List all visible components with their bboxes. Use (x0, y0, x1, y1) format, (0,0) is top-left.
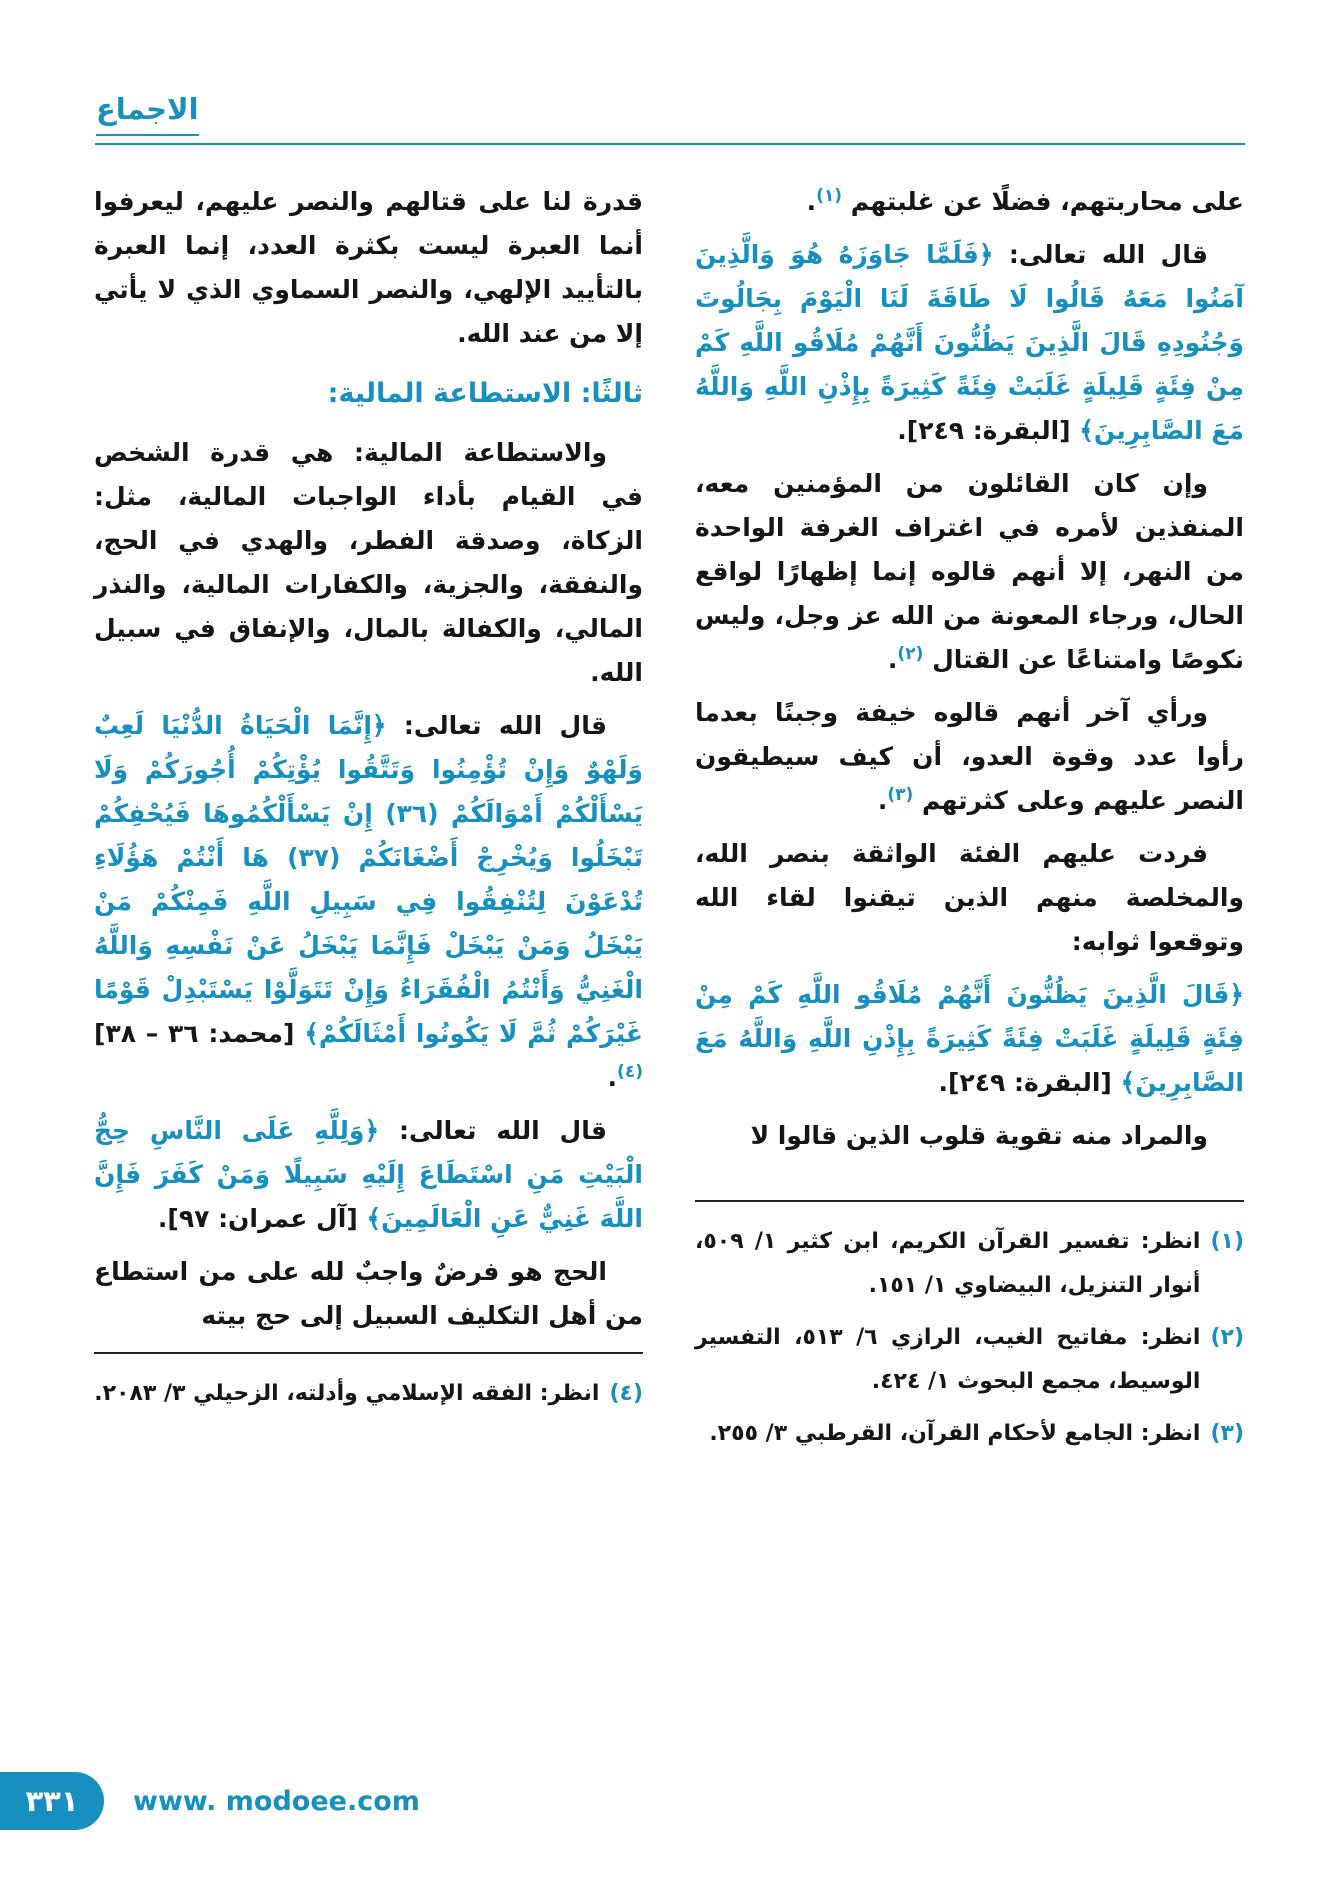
quran-verse: ﴿إِنَّمَا الْحَيَاةُ الدُّنْيَا لَعِبٌ وَلَهْوٌ وَإِنْ تُؤْمِنُوا وَتَتَّقُوا يُؤْتِكُمْ أُجُورَكُمْ وَلَا يَسْأَلْكُمْ أَمْوَالَكُمْ (٣٦) إِنْ يَسْأَلْكُمُوهَا فَيُحْفِكُمْ تَبْخَلُوا وَيُخْرِجْ أَضْغَانَكُمْ (٣٧) هَا أَنْتُمْ هَؤُلَاءِ تُدْعَوْنَ لِتُنْفِقُوا فِي سَبِيلِ اللَّهِ فَمِنْكُمْ مَنْ يَبْخَلُ وَمَنْ يَبْخَلْ فَإِنَّمَا يَبْخَلُ عَنْ نَفْسِهِ وَاللَّهُ الْغَنِيُّ وَأَنْتُمُ الْفُقَرَاءُ وَإِنْ تَتَوَلَّوْا يَسْتَبْدِلْ قَوْمًا غَيْرَكُمْ ثُمَّ لَا يَكُونُوا أَمْثَالَكُمْ﴾ (94, 710, 643, 1048)
verse-reference: [محمد: ٣٦ – ٣٨] (94, 1018, 305, 1048)
website-text: www. modoee.com (133, 1786, 420, 1817)
body-text: قال الله تعالى: (386, 710, 608, 740)
footnote-ref-2: (٢) (897, 644, 924, 664)
body-text: على محاربتهم، فضلًا عن غلبتهم (842, 187, 1244, 216)
body-text: ورأي آخر أنهم قالوه خيفة وجبنًا بعدما رأوا عدد وقوة العدو، أن كيف سيطيقون النصر عليهم وعلى كثرتهم (695, 698, 1244, 815)
footnote (695, 1412, 1244, 1456)
quran-paragraph (695, 233, 1244, 453)
body-text: وإن كان القائلون من المؤمنين معه، المنفذين لأمره في اغتراف الغرفة الواحدة من النهر، إلا أنهم قالوه إنما إظهارًا لواقع الحال، ورجاء المعونة من الله عز وجل، وليس نكوصًا وامتناعًا عن القتال (695, 469, 1244, 674)
quran-paragraph (695, 973, 1244, 1105)
footnote-text: انظر: تفسير القرآن الكريم، ابن كثير ١/ ٥٠٩، أنوار التنزيل، البيضاوي ١/ ١٥١. (695, 1229, 1201, 1298)
body-text: والمراد منه تقوية قلوب الذين قالوا لا (750, 1121, 1208, 1150)
body-text: . (806, 187, 817, 216)
body-text: . (877, 786, 888, 815)
footnotes-left (94, 1372, 643, 1416)
verse-reference: [آل عمران: ٩٧]. (157, 1203, 367, 1233)
paragraph (695, 1114, 1244, 1158)
section-heading: ثالثًا: الاستطاعة المالية: (327, 378, 643, 409)
footnote-number: (٤) (609, 1380, 643, 1406)
quran-paragraph (94, 1109, 643, 1241)
body-text: الحج هو فرضٌ واجبٌ لله على من استطاع من أهل التكليف السبيل إلى حج بيته (94, 1256, 643, 1330)
left-column (94, 180, 643, 1424)
footnote-number: (٣) (1210, 1421, 1244, 1446)
header-rule (95, 143, 1245, 145)
quran-verse: ﴿وَلِلَّهِ عَلَى النَّاسِ حِجُّ الْبَيْتِ مَنِ اسْتَطَاعَ إِلَيْهِ سَبِيلًا وَمَنْ كَفَرَ فَإِنَّ اللَّهَ غَنِيٌّ عَنِ الْعَالَمِينَ﴾ (94, 1115, 643, 1233)
footnote-text: انظر: الجامع لأحكام القرآن، القرطبي ٣/ ٢٥٥. (709, 1421, 1201, 1446)
paragraph (695, 832, 1244, 964)
body-text: قال الله تعالى: (379, 1115, 607, 1145)
body-text: قال الله تعالى: (993, 240, 1209, 269)
paragraph (94, 431, 643, 695)
verse-reference: [البقرة: ٢٤٩]. (938, 1068, 1121, 1097)
text-columns (94, 180, 1244, 1464)
body-text: قدرة لنا على قتالهم والنصر عليهم، ليعرفوا أنما العبرة ليست بكثرة العدد، إنما العبرة بالتأييد الإلهي، والنصر السماوي الذي لا يأتي إلا من عند الله. (94, 187, 643, 348)
body-text: فردت عليهم الفئة الواثقة بنصر الله، والمخلصة منهم الذين تيقنوا لقاء الله وتوقعوا ثوابه: (695, 839, 1244, 956)
page-number-badge (0, 1772, 104, 1830)
body-text: والاستطاعة المالية: هي قدرة الشخص في القيام بأداء الواجبات المالية، مثل: الزكاة، وصدقة الفطر، والهدي في الحج، والنفقة، والجزية، والكفارات المالية، والنذر المالي، والكفالة بالمال، والإنفاق في سبيل الله. (94, 437, 643, 687)
footnote-ref-4: (٤) (617, 1061, 643, 1082)
quran-paragraph (94, 704, 643, 1100)
footnote-separator (94, 1352, 643, 1354)
body-text: . (887, 645, 898, 674)
paragraph (94, 180, 643, 356)
verse-reference: [البقرة: ٢٤٩]. (897, 416, 1080, 445)
footnote (695, 1220, 1244, 1308)
footnote-text: انظر: الفقه الإسلامي وأدلته، الزحيلي ٣/ ٢٠٨٣. (94, 1380, 600, 1406)
running-header: الاجماع (96, 92, 199, 136)
paragraph (695, 180, 1244, 224)
body-text: . (607, 1062, 618, 1092)
paragraph (94, 1250, 643, 1338)
footnote (94, 1372, 643, 1416)
footnote-ref-1: (١) (816, 186, 843, 206)
footnote-text: انظر: مفاتيح الغيب، الرازي ٦/ ٥١٣، التفسير الوسيط، مجمع البحوث ١/ ٤٢٤. (695, 1325, 1201, 1394)
paragraph (695, 462, 1244, 682)
footnote-separator (695, 1200, 1244, 1202)
paragraph (695, 691, 1244, 823)
right-column (695, 180, 1244, 1464)
page-number: ٣٣١ (25, 1784, 79, 1818)
footnotes-right (695, 1220, 1244, 1456)
quran-verse: ﴿فَلَمَّا جَاوَزَهُ هُوَ وَالَّذِينَ آمَنُوا مَعَهُ قَالُوا لَا طَاقَةَ لَنَا الْيَوْمَ بِجَالُوتَ وَجُنُودِهِ قَالَ الَّذِينَ يَظُنُّونَ أَنَّهُمْ مُلَاقُو اللَّهِ كَمْ مِنْ فِئَةٍ قَلِيلَةٍ غَلَبَتْ فِئَةً كَثِيرَةً بِإِذْنِ اللَّهِ وَاللَّهُ مَعَ الصَّابِرِينَ﴾ (695, 240, 1244, 445)
footnote-ref-3: (٣) (887, 785, 914, 805)
quran-verse: ﴿قَالَ الَّذِينَ يَظُنُّونَ أَنَّهُمْ مُلَاقُو اللَّهِ كَمْ مِنْ فِئَةٍ قَلِيلَةٍ غَلَبَتْ فِئَةً كَثِيرَةً بِإِذْنِ اللَّهِ وَاللَّهُ مَعَ الصَّابِرِينَ﴾ (695, 980, 1244, 1097)
footnote-number: (١) (1210, 1229, 1244, 1254)
footnote-number: (٢) (1210, 1325, 1244, 1350)
footnote (695, 1316, 1244, 1404)
